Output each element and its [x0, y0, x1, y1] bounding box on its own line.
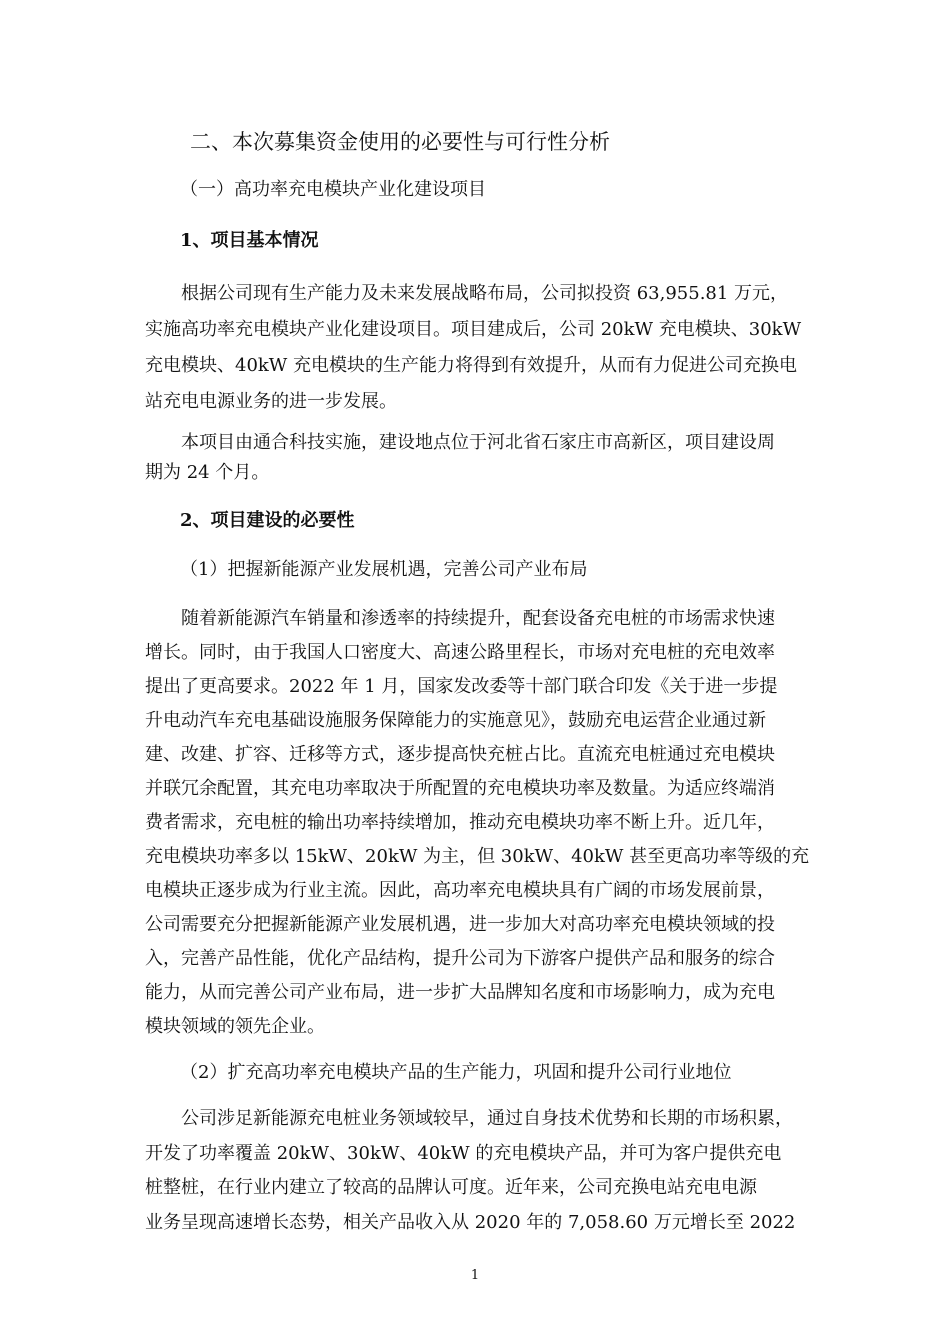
heading-necessity: 2、项目建设的必要性	[180, 510, 355, 531]
text-line: 充电模块、40kW 充电模块的生产能力将得到有效提升，从而有力促进公司充换电	[145, 355, 798, 376]
text-line: 实施高功率充电模块产业化建设项目。项目建成后，公司 20kW 充电模块、30kW	[145, 319, 802, 340]
paragraph-location	[145, 428, 825, 488]
text-line: 电模块正逐步成为行业主流。因此，高功率充电模块具有广阔的市场发展前景，	[145, 880, 775, 901]
text-line: 并联冗余配置，其充电功率取决于所配置的充电模块功率及数量。为适应终端消	[145, 778, 775, 799]
section-title: 二、本次募集资金使用的必要性与可行性分析	[190, 130, 610, 154]
paragraph-point-1	[145, 602, 825, 1044]
text-line: 建、改建、扩容、迁移等方式，逐步提高快充桩占比。直流充电桩通过充电模块	[145, 744, 775, 765]
text-line: 费者需求，充电桩的输出功率持续增加，推动充电模块功率不断上升。近几年，	[145, 812, 775, 833]
heading-point-1: （1）把握新能源产业发展机遇，完善公司产业布局	[180, 559, 588, 580]
text-line: 提出了更高要求。2022 年 1 月，国家发改委等十部门联合印发《关于进一步提	[145, 676, 778, 697]
text-line: 入，完善产品性能，优化产品结构，提升公司为下游客户提供产品和服务的综合	[145, 948, 775, 969]
text-line: 根据公司现有生产能力及未来发展战略布局，公司拟投资 63,955.81 万元，	[181, 283, 789, 304]
text-line: 随着新能源汽车销量和渗透率的持续提升，配套设备充电桩的市场需求快速	[181, 608, 775, 629]
text-line: 公司涉足新能源充电桩业务领域较早，通过自身技术优势和长期的市场积累，	[181, 1108, 793, 1129]
heading-basic-info: 1、项目基本情况	[180, 230, 319, 251]
text-line: 模块领域的领先企业。	[145, 1016, 325, 1037]
text-line: 公司需要充分把握新能源产业发展机遇，进一步加大对高功率充电模块领域的投	[145, 914, 775, 935]
subsection-title: （一）高功率充电模块产业化建设项目	[180, 179, 486, 200]
heading-point-2: （2）扩充高功率充电模块产品的生产能力，巩固和提升公司行业地位	[180, 1062, 732, 1083]
text-line: 充电模块功率多以 15kW、20kW 为主，但 30kW、40kW 甚至更高功率等级的充	[145, 846, 810, 867]
text-line: 业务呈现高速增长态势，相关产品收入从 2020 年的 7,058.60 万元增长至 2022	[145, 1211, 796, 1233]
text-line: 能力，从而完善公司产业布局，进一步扩大品牌知名度和市场影响力，成为充电	[145, 982, 775, 1003]
text-line: 本项目由通合科技实施，建设地点位于河北省石家庄市高新区，项目建设周	[181, 432, 775, 453]
text-line: 期为 24 个月。	[145, 462, 270, 483]
text-line: 增长。同时，由于我国人口密度大、高速公路里程长，市场对充电桩的充电效率	[145, 642, 775, 663]
paragraph-point-2	[145, 1102, 825, 1240]
text-line: 升电动汽车充电基础设施服务保障能力的实施意见》，鼓励充电运营企业通过新	[145, 710, 766, 731]
text-line: 开发了功率覆盖 20kW、30kW、40kW 的充电模块产品，并可为客户提供充电	[145, 1142, 782, 1164]
paragraph-basic-info	[145, 276, 825, 420]
text-line: 桩整桩，在行业内建立了较高的品牌认可度。近年来，公司充换电站充电电源	[145, 1177, 757, 1198]
page-number: 1	[470, 1268, 480, 1283]
text-line: 站充电电源业务的进一步发展。	[145, 391, 397, 412]
